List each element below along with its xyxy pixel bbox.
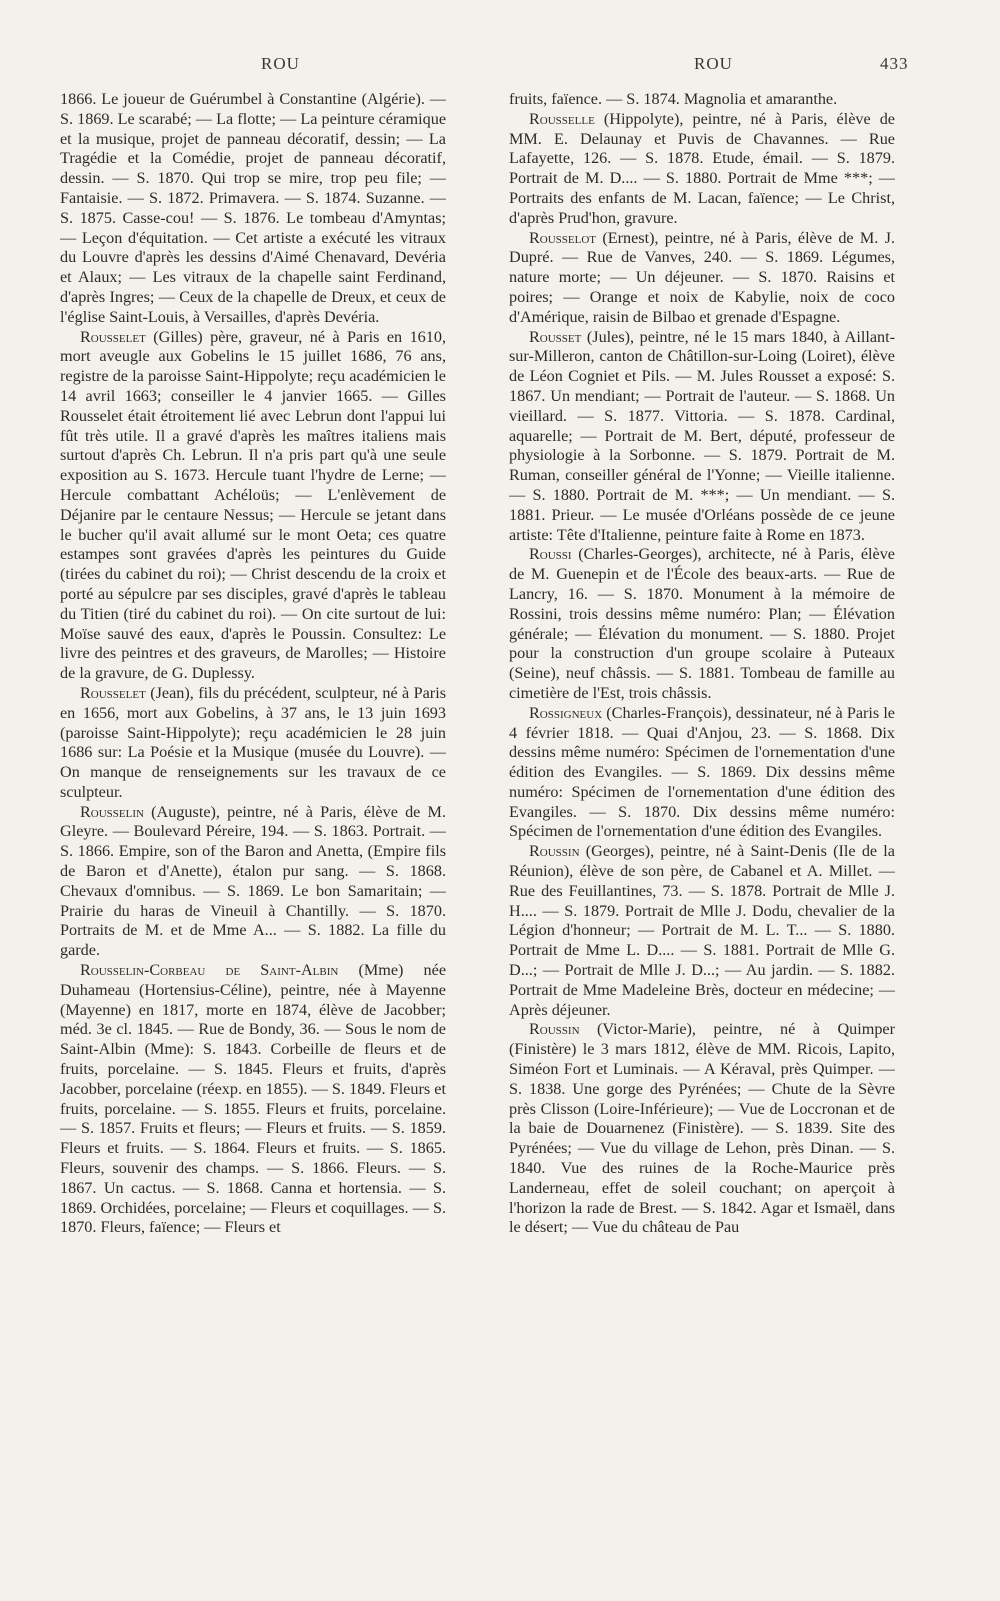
entry-rousselin <box>60 803 446 961</box>
entry-text: (Charles-Georges), architecte, né à Paris, élève de M. Guenepin et de l'École des beaux-arts. — Rue de Lancry, 16. — S. 1870. Monument à la mémoire de Rossini, trois dessins même numéro: Plan; — Élévation générale; — Élévation du monument. — S. 1880. Projet pour la construction d'un groupe scolaire à Puteaux (Seine), neuf châssis. — S. 1881. Tombeau de famille au cimetière de l'Est, trois châssis. <box>509 545 895 702</box>
entry-name: Rousselin-Corbeau de Saint-Albin <box>80 961 339 980</box>
entry-rousselet-jean <box>60 684 446 803</box>
entry-roussin-georges <box>509 842 895 1020</box>
entry-roussin-victor <box>509 1020 895 1238</box>
entry-text: fruits, faïence. — S. 1874. Magnolia et amaranthe. <box>509 90 838 108</box>
entry-name: Roussin <box>529 1020 580 1039</box>
entry-text: 1866. Le joueur de Guérumbel à Constantine (Algérie). — S. 1869. Le scarabé; — La flotte; — La peinture céramique et la musique, projet de panneau décoratif, dessin; — La Tragédie et la Comédie, projet de panneau décoratif, dessin. — S. 1870. Qui trop se mire, trop peu file; — Fantaisie. — S. 1872. Primavera. — S. 1874. Suzanne. — S. 1875. Casse-cou! — S. 1876. Le tombeau d'Amyntas; — Leçon d'équitation. — Cet artiste a exécuté les vitraux du Louvre d'après les dessins d'Aimé Chenavard, Devéria et Alaux; — Les vitraux de la chapelle saint Ferdinand, d'après Ingres; — Ceux de la chapelle de Dreux, et ceux de l'église Saint-Louis, à Versailles, d'après Devéria. <box>60 90 446 326</box>
entry-name: Rousselet <box>80 683 146 702</box>
entry-text: (Georges), peintre, né à Saint-Denis (Ile de la Réunion), élève de son père, de Cabanel et A. Millet. — Rue des Feuillantines, 73. — S. 1878. Portrait de Mlle J. H.... — S. 1879. Portrait de Mlle J. Dodu, chevalier de la Légion d'honneur; — Portrait de M. L. T... — S. 1880. Portrait de Mme L. D.... — S. 1881. Portrait de Mlle G. D...; — Portrait de Mlle J. D...; — Au jardin. — S. 1882. Portrait de Mme Madeleine Brès, docteur en médecine; — Après déjeuner. <box>509 842 895 1019</box>
entry-name: Roussin <box>529 842 580 861</box>
running-head-left: ROU <box>261 54 300 73</box>
entry-rousselot <box>509 229 895 328</box>
entry-name: Rousselin <box>80 802 144 821</box>
entry-rousselet-gilles <box>60 328 446 684</box>
entry-name: Rousselot <box>529 228 597 247</box>
entry-text: (Charles-François), dessinateur, né à Paris le 4 février 1818. — Quai d'Anjou, 23. — S. 1868. Dix dessins même numéro: Spécimen de l'ornementation d'une édition des Evangiles. — S. 1869. Dix dessins même numéro: Spécimen de l'ornementation d'une édition des Evangiles. — S. 1870. Dix dessins même numéro: Spécimen de l'ornementation d'une édition des Evangiles. <box>509 703 895 841</box>
entry-rousset <box>509 328 895 546</box>
entry-continued <box>509 90 895 110</box>
entry-name: Roussi <box>529 545 572 564</box>
entry-text: (Auguste), peintre, né à Paris, élève de M. Gleyre. — Boulevard Péreire, 194. — S. 1863. Portrait. — S. 1866. Empire, son of the Baron and Anetta, (Empire fils de Baron et d'Anette), étalon pur sang. — S. 1868. Chevaux d'omnibus. — S. 1869. Le bon Samaritain; — Prairie du haras de Vineuil à Chantilly. — S. 1870. Portraits de M. et de Mme A... — S. 1882. La fille du garde. <box>60 802 446 960</box>
entry-name: Rousselet <box>80 327 146 346</box>
entry-rousselin-corbeau <box>60 961 446 1238</box>
entry-name: Rousset <box>529 327 582 346</box>
entry-text: (Victor-Marie), peintre, né à Quimper (Finistère) le 3 mars 1812, élève de MM. Ricois, Lapito, Siméon Fort et Luminais. — A Kéraval, près Quimper. — S. 1838. Une gorge des Pyrénées; — Chute de la Sèvre près Clisson (Loire-Inférieure); — Vue de Loccronan et de la baie de Douarnenez (Finistère). — S. 1839. Site des Pyrénées; — Vue du village de Lehon, près Dinan. — S. 1840. Vue des ruines de la Roche-Maurice près Landerneau, effet de soleil couchant; on aperçoit à l'horizon la rade de Brest. — S. 1842. Agar et Ismaël, dans le désert; — Vue du château de Pau <box>509 1020 895 1237</box>
right-column <box>509 90 895 1590</box>
entry-text: (Jean), fils du précédent, sculpteur, né à Paris en 1656, mort aux Gobelins, à 37 ans, le 13 juin 1693 (paroisse Saint-Hippolyte); reçu académicien le 28 juin 1686 sur: La Poésie et la Musique (musée du Louvre). — On manque de renseignements sur les travaux de ce sculpteur. <box>60 683 446 801</box>
entry-text: (Gilles) père, graveur, né à Paris en 1610, mort aveugle aux Gobelins le 15 juillet 1686, 76 ans, registre de la paroisse Saint-Hippolyte; reçu académicien le 14 avril 1663; conseiller le 4 janvier 1665. — Gilles Rousselet était étroitement lié avec Lebrun dont l'appui lui fût très utile. Il a gravé d'après les maîtres italiens mais surtout d'après Ch. Lebrun. Il n'a pris part qu'à une seule exposition au S. 1673. Hercule tuant l'hydre de Lerne; — Hercule combattant Achéloüs; — L'enlèvement de Déjanire par le centaure Nessus; — Hercule se jetant dans le bucher qu'il avait allumé sur le mont Oeta; ces quatre estampes sont gravées d'après les peintures du Guide (tirées du cabinet du roi); — Christ descendu de la croix et porté au sépulcre par ses disciples, gravé d'après le tableau du Titien (tiré du cabinet du roi). — On cite surtout de lui: Moïse sauvé des eaux, d'après le Poussin. Consultez: Le livre des peintres et des graveurs, de Marolles; — Histoire de la gravure, de G. Duplessy. <box>60 327 446 683</box>
entry-rossigneux <box>509 704 895 843</box>
entry-text: (Mme) née Duhameau (Hortensius-Céline), peintre, née à Mayenne (Mayenne) en 1817, morte en 1874, élève de Jacobber; méd. 3e cl. 1845. — Rue de Bondy, 36. — Sous le nom de Saint-Albin (Mme): S. 1843. Corbeille de fleurs et de fruits, porcelaine. — S. 1845. Fleurs et fruits, d'après Jacobber, porcelaine (réexp. en 1855). — S. 1849. Fleurs et fruits, porcelaine. — S. 1855. Fleurs et fruits, porcelaine. — S. 1857. Fruits et fleurs; — Fleurs et fruits. — S. 1859. Fleurs et fruits. — S. 1864. Fleurs et fruits. — S. 1865. Fleurs, souvenir des champs. — S. 1866. Fleurs. — S. 1867. Un cactus. — S. 1868. Canna et hortensia. — S. 1869. Orchidées, porcelaine; — Fleurs et coquillages. — S. 1870. Fleurs, faïence; — Fleurs et <box>60 961 446 1237</box>
entry-text: (Jules), peintre, né le 15 mars 1840, à Aillant-sur-Milleron, canton de Châtillon-sur-Loing (Loiret), élève de Léon Cogniet et Pils. — M. Jules Rousset a exposé: S. 1867. Un mendiant; — Portrait de l'auteur. — S. 1868. Un vieillard. — S. 1877. Vittoria. — S. 1878. Cardinal, aquarelle; — Portrait de M. Bert, député, professeur de physiologie à la Sorbonne. — S. 1879. Portrait de M. Ruman, conseiller général de l'Yonne; — Vieille italienne. — S. 1880. Portrait de M. ***; — Un mendiant. — S. 1881. Prieur. — Le musée d'Orléans possède de ce jeune artiste: Tête d'Italienne, peinture faite à Rome en 1873. <box>509 327 895 544</box>
entry-name: Rossigneux <box>529 703 603 722</box>
entry-rousselle <box>509 110 895 229</box>
entry-roussi <box>509 545 895 703</box>
page-number: 433 <box>880 54 909 73</box>
entry-name: Rousselle <box>529 109 595 128</box>
entry-continued <box>60 90 446 328</box>
left-column <box>60 90 446 1590</box>
running-head-right: ROU <box>694 54 733 73</box>
entry-text: (Hippolyte), peintre, né à Paris, élève de MM. E. Delaunay et Puvis de Chavannes. — Rue Lafayette, 126. — S. 1878. Etude, émail. — S. 1879. Portrait de M. D.... — S. 1880. Portrait de Mme ***; — Portraits des enfants de M. Lacan, faïence; — Le Christ, d'après Prud'hon, gravure. <box>509 109 895 227</box>
entry-text: (Ernest), peintre, né à Paris, élève de M. J. Dupré. — Rue de Vanves, 240. — S. 1869. Légumes, nature morte; — Un déjeuner. — S. 1870. Raisins et poires; — Orange et noix de Kabylie, noix de coco d'Amérique, raisin de Bilbao et grenade d'Espagne. <box>509 228 895 326</box>
